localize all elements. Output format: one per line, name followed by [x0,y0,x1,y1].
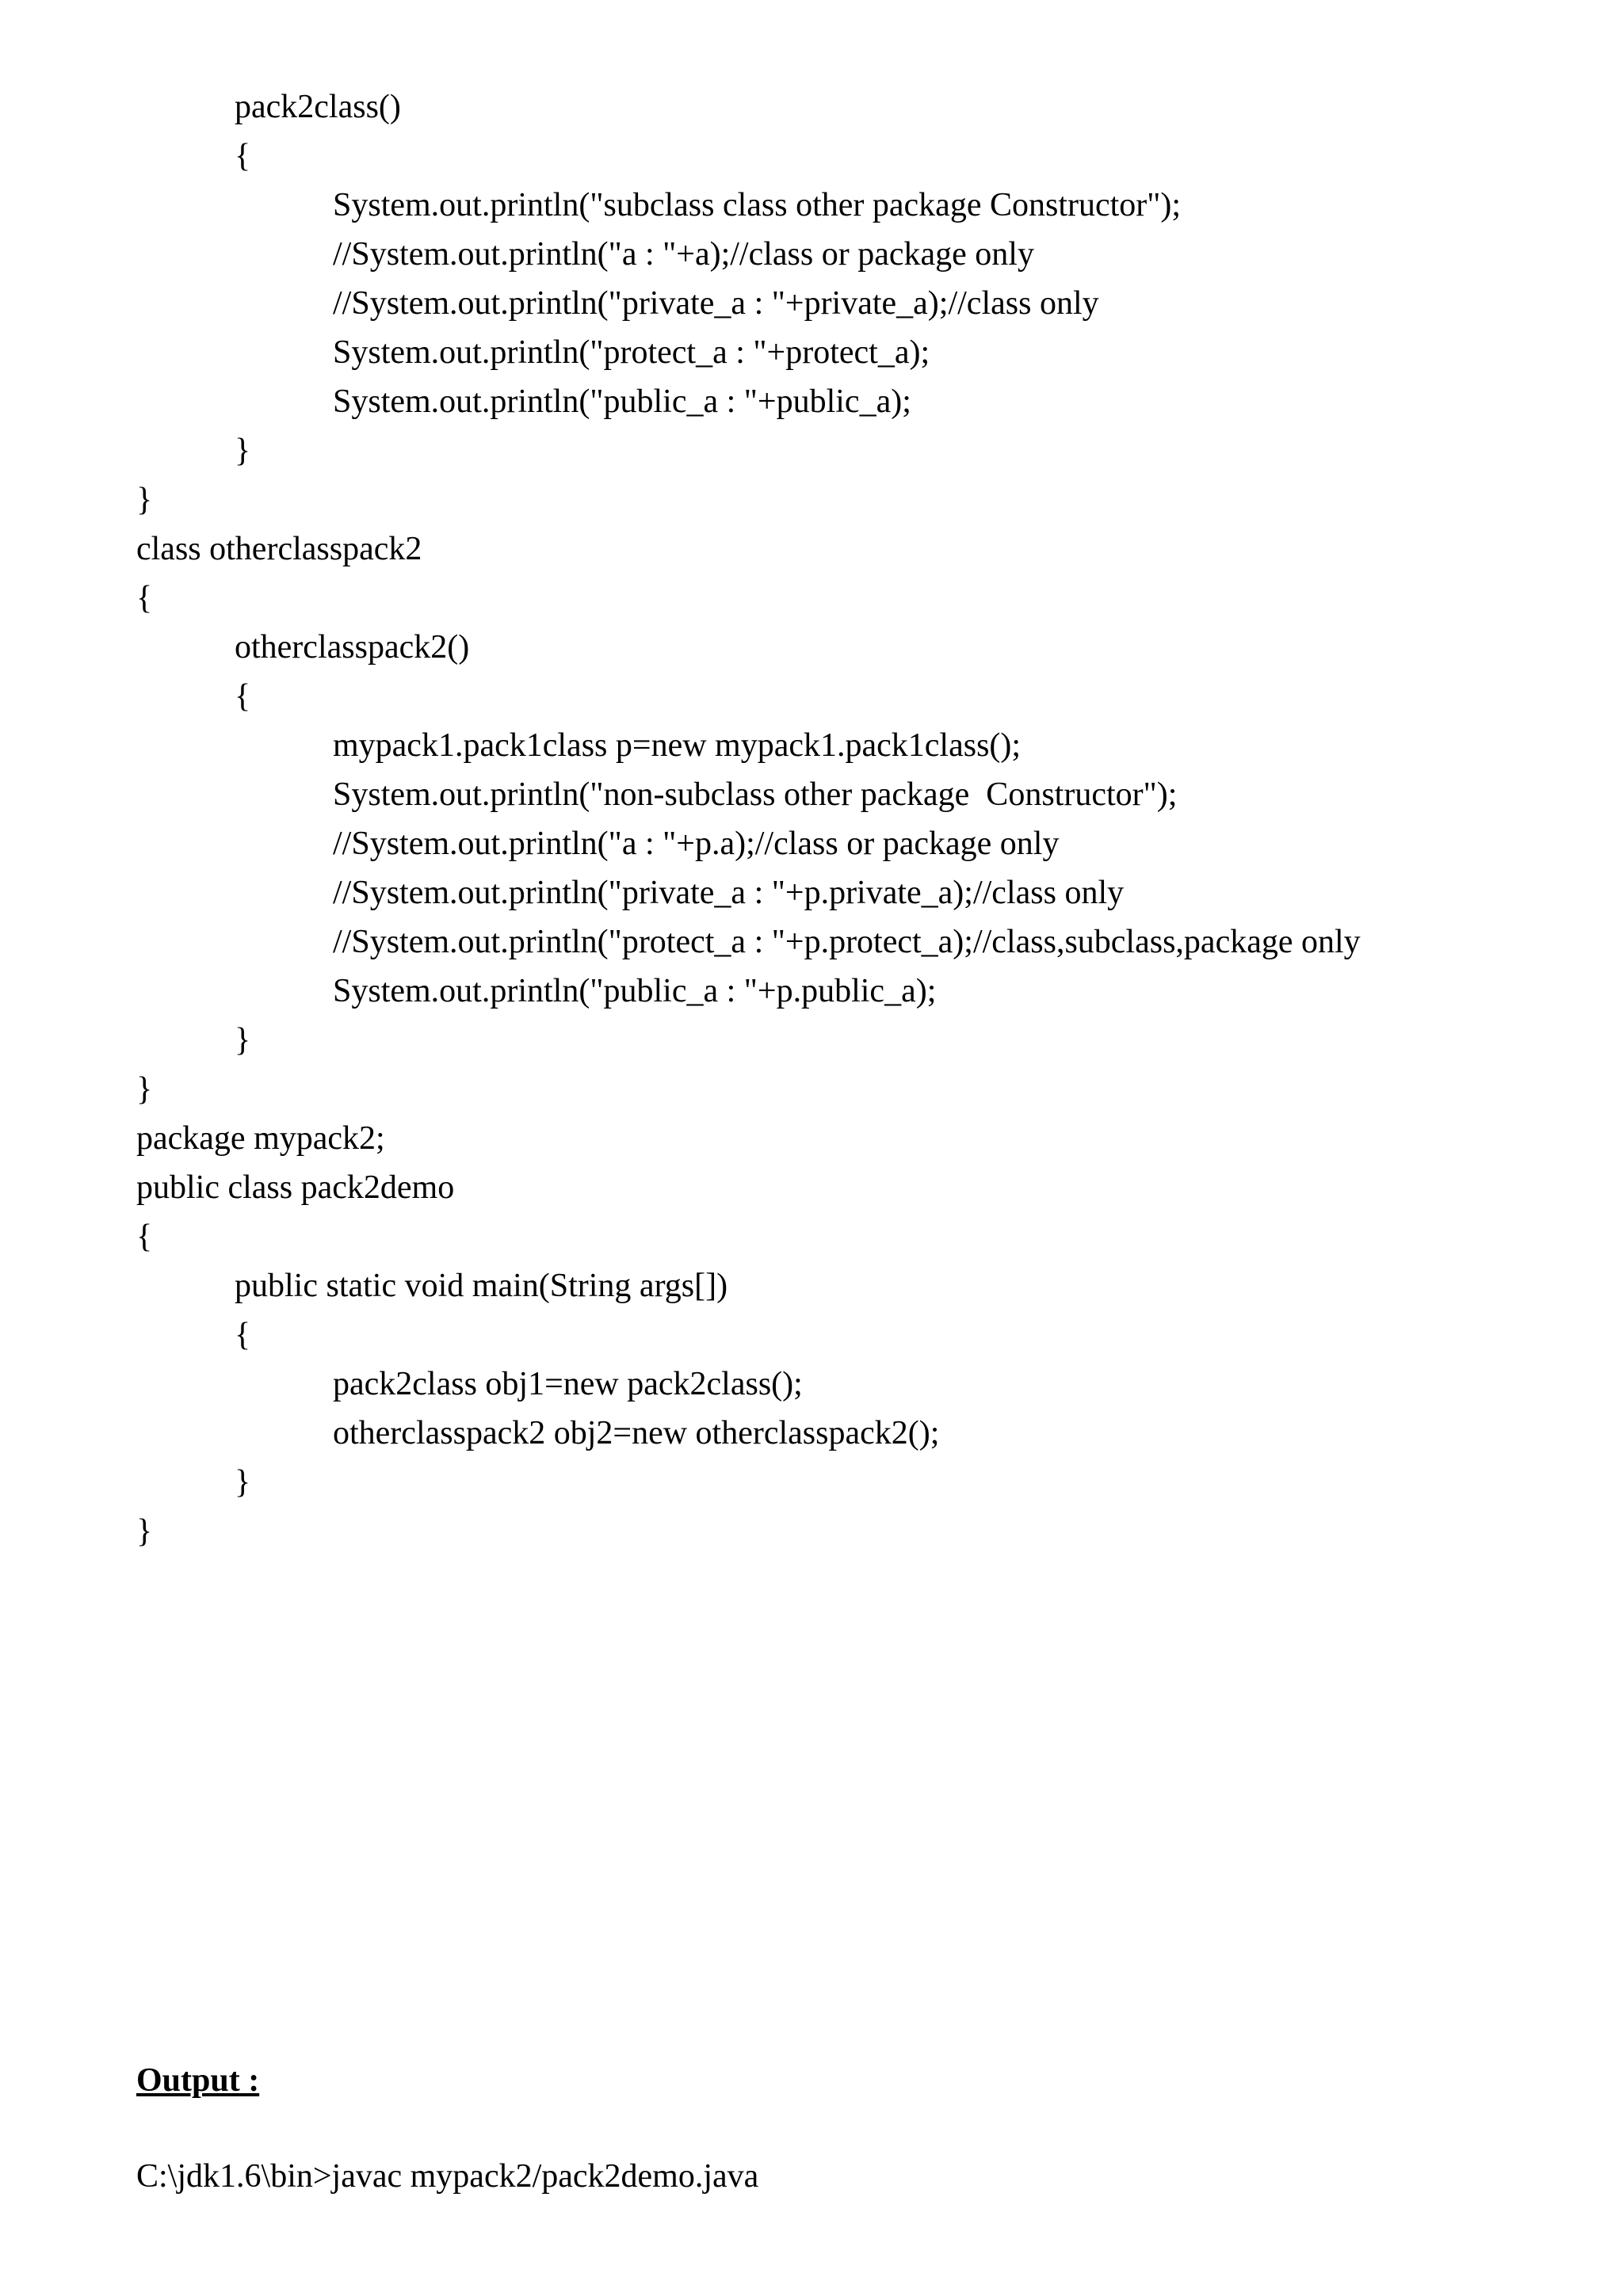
code-line: } [235,433,251,469]
code-line: System.out.println("non-subclass other package Constructor"); [333,776,1178,813]
code-line: } [136,1513,153,1550]
code-line: { [136,580,153,616]
code-line: System.out.println("public_a : "+public_a); [333,383,911,420]
code-line: public class pack2demo [136,1169,455,1206]
code-line: { [235,138,251,174]
code-line: //System.out.println("private_a : "+p.private_a);//class only [333,875,1125,911]
code-line: public static void main(String args[]) [235,1268,728,1304]
code-line: pack2class obj1=new pack2class(); [333,1366,803,1402]
code-line: //System.out.println("a : "+p.a);//class or package only [333,826,1060,862]
code-line: otherclasspack2 obj2=new otherclasspack2(); [333,1415,940,1451]
code-line: pack2class() [235,89,401,125]
code-line: System.out.println("protect_a : "+protect_a); [333,334,930,371]
output-heading: Output : [136,2062,260,2099]
code-line: { [235,678,251,715]
code-line: //System.out.println("protect_a : "+p.protect_a);//class,subclass,package only [333,924,1361,960]
code-line: mypack1.pack1class p=new mypack1.pack1class(); [333,727,1022,764]
code-line: otherclasspack2() [235,629,470,666]
code-line: class otherclasspack2 [136,531,422,567]
code-line: } [235,1464,251,1501]
code-line: { [235,1317,251,1353]
code-line: { [136,1219,153,1255]
code-line: } [136,482,153,518]
code-line: System.out.println("subclass class other package Constructor"); [333,187,1182,223]
output-command-line: C:\jdk1.6\bin>javac mypack2/pack2demo.java [136,2158,759,2195]
code-line: package mypack2; [136,1120,385,1157]
code-line: } [136,1071,153,1108]
code-block [0,82,1623,1556]
code-line: } [235,1022,251,1058]
code-line: System.out.println("public_a : "+p.public_a); [333,973,937,1009]
code-line: //System.out.println("private_a : "+private_a);//class only [333,285,1099,322]
code-line: //System.out.println("a : "+a);//class or package only [333,236,1034,273]
